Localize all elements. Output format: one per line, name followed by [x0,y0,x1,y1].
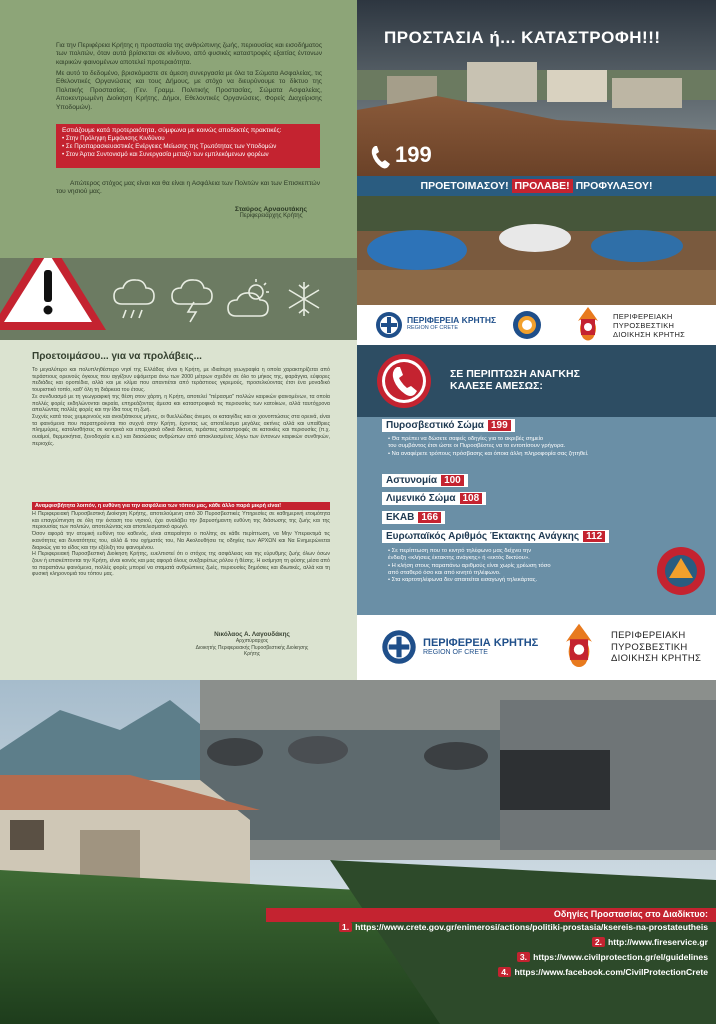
eu-note: ένδειξη «κλήσεις έκτακτης ανάγκης» ή «εκτός δικτύου». [388,555,530,562]
logo-bar-bottom [357,615,716,680]
slogan-protect: ΠΡΟΦΥΛΑΞΟΥ! [575,180,653,192]
link-number: 3. [517,952,530,962]
fire-notes [388,436,668,458]
priority-item: • Σε Προπαρασκευαστικές Ενέργειες Μείωσης της Τρωτότητας των Υποδομών [62,143,277,150]
service-fire [382,419,515,432]
commander-role: Διοικητής Περιφερειακής Πυροσβεστικής Διοίκησης Κρήτης [195,644,309,657]
fire-command-l2: ΠΥΡΟΣΒΕΣΤΙΚΗ [611,641,688,653]
prevention-paragraph: Η Περιφερειακή Πυροσβεστική Διοίκηση Κρήτης, αποτελούμενη από 30 Πυροσβεστικές Υπηρεσίες σε καθημερινή ετοιμότητα και επαγρύπνηση σε όλη την έκταση του νησιού, έχει αναλάβει την βαρυσήμαντη ευθύνη της διάσωσης της ζωής και της περιουσίας των πολιτών, αποτελώντας και αποτελεσματικό αρωγό. [32,511,330,531]
prevention-paragraph: Όσον αφορά την ατομική ευθύνη του καθενός, είναι απαραίτητο ο πολίτης σε κάθε περίπτωση, να Μην Υπερεκτιμά τις ικανότητες και δυνατότητες του, αλλά & του οχήματός του, Να Ακολουθήσει τις οδηγίες των ΑΡΧΩΝ και Να Ενημερώνεται διαρκώς για το είδος και την εξέλιξη του φαινομένου. [32,531,330,551]
governor-signature [216,206,326,219]
eu-note: • Η κλήση στους παραπάνω αριθμούς είναι χωρίς χρέωση τόσο [388,562,551,569]
service-number: 199 [488,420,511,431]
prevention-title: Προετοιμάσου... για να προλάβεις... [32,351,202,362]
goal-paragraph: Απώτερος στόχος μας είναι και θα είναι η Ασφάλεια των Πολιτών και των Επισκεπτών του νησιού μας. [56,180,320,196]
fire-command-l2: ΠΥΡΟΣΒΕΣΤΙΚΗ [613,321,675,330]
responsibility-banner: Αναμφισβήτητα λοιπόν, η ευθύνη για την ασφάλεια των τόπου μας, κάθε άλλο παρά μικρή είναι! [32,502,330,510]
sun-cloud-icon [228,279,269,316]
prevention-text-2 [32,511,330,578]
guideline-link-4[interactable] [498,967,708,977]
prevention-paragraph: Το μεγαλύτερο και πολυπληθέστερο νησί της Ελλάδας είναι η Κρήτη, με ιδιαίτερη γεωγραφία η οποία χαρακτηρίζεται από τεράστιους ορεινούς όγκους που αγγίζουν υψόμετρα άνω των 2000 μέτρων σχεδόν σε όλο το μήκος της, φαράγγια, εύφορες πεδιάδες και οροπέδια, αλλά και με κλίμα που απαντιέται από τεράστιους γκρεμούς, προσελκύοντας έτσι ένα μοναδικό τουριστικό τοπίο, καθ' όλη τη διάρκεια του έτους. [32,367,330,394]
emergency-title-l1: ΣΕ ΠΕΡΙΠΤΩΣΗ ΑΝΑΓΚΗΣ [450,368,580,380]
link-url[interactable]: https://www.facebook.com/CivilProtectionCrete [514,967,708,977]
service-number: 166 [418,512,441,523]
service-coastguard [382,492,486,505]
link-url[interactable]: https://www.crete.gov.gr/enimerosi/actions/politiki-prostasia/ksereis-na-prostateutheis [355,922,708,932]
snowflake-icon [289,282,319,316]
region-sub: REGION OF CRETE [423,649,488,656]
prevention-text [32,367,330,447]
weather-icon-strip [0,258,357,340]
slogan-prevent: ΠΡΟΛΑΒΕ! [512,179,573,193]
guideline-link-1[interactable] [339,922,708,932]
governor-role: Περιφερειάρχης Κρήτης [239,213,303,219]
phone-icon [370,144,392,170]
storm-cloud-icon [172,280,212,322]
poster-title: ΠΡΟΣΤΑΣΙΑ ή... ΚΑΤΑΣΤΡΟΦΗ!!! [384,28,661,47]
slogan-bar [357,176,716,196]
priority-item: • Στην Πρόληψη Εμφάνισης Κινδύνου [62,135,165,142]
fire-command-l1: ΠΕΡΙΦΕΡΕΙΑΚΗ [611,630,686,641]
warning-triangle-icon [0,258,106,330]
service-name: Πυροσβεστικό Σώμα [386,420,484,431]
prevention-paragraph: Συχνές κατά τους χειμερινούς και ανοιξιάτικους μήνες, οι θυελλώδεις άνεμοι, οι καταιγίδες και οι χιονοπτώσεις στα ορεινά, είναι τα φαινόμενα που παρατηρούνται πιο συχνά στην Κρήτη, έχοντας ως αποτέλεσμα μεγάλες ακτίνες αλλά και υπαίθριες πλημμύρες, κατολισθήσεις σε κεντρικά και επαρχιακά οδικά δίκτυα, τεράστιες καταστροφές σε κατοικίες και περιουσίες (π.χ. ουαίμοί, θερμοκήπια, ξενοδοχεία κ.α.) και διασώσεις ανθρώπων από αποκλεισμένες λόγω των έντονων καιρικών συνθηκών, περιοχές. [32,413,330,447]
fire-command-l1: ΠΕΡΙΦΕΡΕΙΑΚΗ [613,312,673,321]
service-police [382,474,468,487]
slogan-prepare: ΠΡΟΕΤΟΙΜΑΣΟΥ! [420,180,509,192]
service-number: 108 [460,493,483,504]
intro-paragraph-2: Με αυτό το δεδομένο, βρισκόμαστε σε άμεση συνεργασία με όλα τα Σώματα Ασφαλείας, τις Εθελοντικές Οργανώσεις και τους Δήμους, με στόχο να διευρύνουμε το δίκτυο της Πολιτικής Προστασίας. (Γεν. Γραμμ. Πολιτικής Προστασίας, Σώματα Ασφαλείας, Αποκεντρωμένη Διοίκηση Κρήτης, Δήμοι, Εθελοντικές Οργανώσεις, Φορείς Διαχείρισης Υποδομών). [56,70,322,111]
guideline-link-2[interactable] [592,937,708,947]
fire-command-text [611,630,701,665]
region-name: ΠΕΡΙΦΕΡΕΙΑ ΚΡΗΤΗΣ [407,315,497,325]
logo-bar-top [357,305,716,345]
service-number: 100 [441,475,464,486]
region-name: ΠΕΡΙΦΕΡΕΙΑ ΚΡΗΤΗΣ [423,637,539,649]
priority-item: • Στον Άρτια Συντονισμό και Συνεργασία μεταξύ των εμπλεκόμενων φορέων [62,151,269,158]
priorities-title: Εστιάζουμε κατά προτεραιότητα, σύμφωνα με κοινώς αποδεκτές πρακτικές: [62,127,282,134]
eu-note: • Σε περίπτωση που το κινητό τηλέφωνο μας δείχνει την [388,548,532,554]
hotline-number: 199 [395,142,432,167]
fire-note: • Να αναφέρετε τρόπους πρόσβασης και όποια άλλη πληροφορία σας ζητηθεί. [388,450,589,457]
priorities-box [56,124,320,168]
hotline-badge [370,140,460,170]
region-crete-logo-icon [375,311,403,339]
fire-command-l3: ΔΙΟΙΚΗΣΗ ΚΡΗΤΗΣ [613,330,686,339]
fire-emblem-icon [557,623,601,671]
governor-name: Σταύρος Αρναουτάκης [234,206,308,213]
link-number: 4. [498,967,511,977]
service-number: 112 [583,531,605,542]
fire-note: του συμβάντος έτσι ώστε οι Πυροσβέστες να το εντοπίσουν γρήγορα. [388,443,566,450]
fire-command-text [613,312,685,339]
commander-name: Νικόλαος Α. Λαγουδάκης [214,631,290,638]
eu-note: από σταθερό όσο και από κινητό τηλέφωνο. [388,569,501,576]
prevention-paragraph: Η Περιφερειακή Πυροσβεστική Διοίκηση Κρήτης, ευελπιστεί ότι ο στόχος της ασφάλειας και της εύρυθμης ζωής όλων όσων ζουν ή επισκέπτονται την Κρήτη, είναι κοινός και μας αφορά όλους ανεξαιρέτως ρόλου ή θέσης. Η εκτίμηση τη φύσης μέσα από τα παραπάνω φαινόμενα, πολλές φορές μπορεί να σταματά ανθρώπινες ζωές, περιουσίες δημόσιες και ιδιωτικές, αλλά και τη φυσική κληρονομιά του τόπου μας. [32,551,330,578]
region-sub: REGION OF CRETE [407,325,459,331]
fire-note: • Θα πρέπει να δώσετε σαφείς οδηγίες για το ακριβές σημείο [388,436,544,442]
service-name: Λιμενικό Σώμα [386,493,456,504]
guideline-link-3[interactable] [517,952,708,962]
guidelines-title: Οδηγίες Προστασίας στο Διαδίκτυο: [266,908,716,922]
link-number: 1. [339,922,352,932]
commander-rank: Αρχιπύραρχος [235,638,269,644]
link-url[interactable]: https://www.civilprotection.gr/el/guidelines [533,952,708,962]
emergency-title-l2: ΚΑΛΕΣΕ ΑΜΕΣΩΣ: [450,380,543,392]
prevention-paragraph: Σε συνδυασμό με τη γεωγραφική της θέση στον χάρτη, η Κρήτη, αποτελεί "πέρασμα" πολλών καιρικών φαινομένων, τα οποία πολλές φορές εκδηλώνονται ακραία, επηρεάζοντας άμεσα και καταστροφικά τις περιουσίες των κατοίκων, αλλά ταυτόχρονα απειλώντας πολλές φορές και την ίδια τους τη ζωή. [32,393,330,414]
fire-command-l3: ΔΙΟΙΚΗΣΗ ΚΡΗΤΗΣ [611,653,702,664]
service-ekab [382,511,445,524]
region-crete-logo-icon [381,629,417,665]
service-name: Αστυνομία [386,475,438,486]
emergency-phone-icon [375,352,433,410]
commander-signature [192,631,312,658]
fire-emblem-icon [571,307,605,343]
rain-cloud-icon [114,280,154,318]
civil-protection-badge-icon [656,546,706,596]
emergency-title [450,368,580,392]
eu-note: • Στα καρτοτηλέφωνα δεν απαιτείται εισαγωγή τηλεκάρτας. [388,577,538,584]
eu-notes [388,548,638,584]
service-eu-112 [382,530,609,543]
link-url[interactable]: http://www.fireservice.gr [608,937,708,947]
fire-service-seal-icon [512,310,542,340]
intro-paragraph-1: Για την Περιφέρεια Κρήτης η προστασία της ανθρώπινης ζωής, περιουσίας και εισοδήματος των πολιτών, όταν αυτά βρίσκεται σε κίνδυνο, από φυσικές καταστροφές εξαιτίας έντονων καιρικών φαινομένων αποτελεί προτεραιότητα. [56,42,323,66]
service-name: ΕΚΑΒ [386,512,415,523]
weather-icons-svg [0,258,357,340]
service-name: Ευρωπαϊκός Αριθμός Έκτακτης Ανάγκης [386,531,580,542]
link-number: 2. [592,937,605,947]
